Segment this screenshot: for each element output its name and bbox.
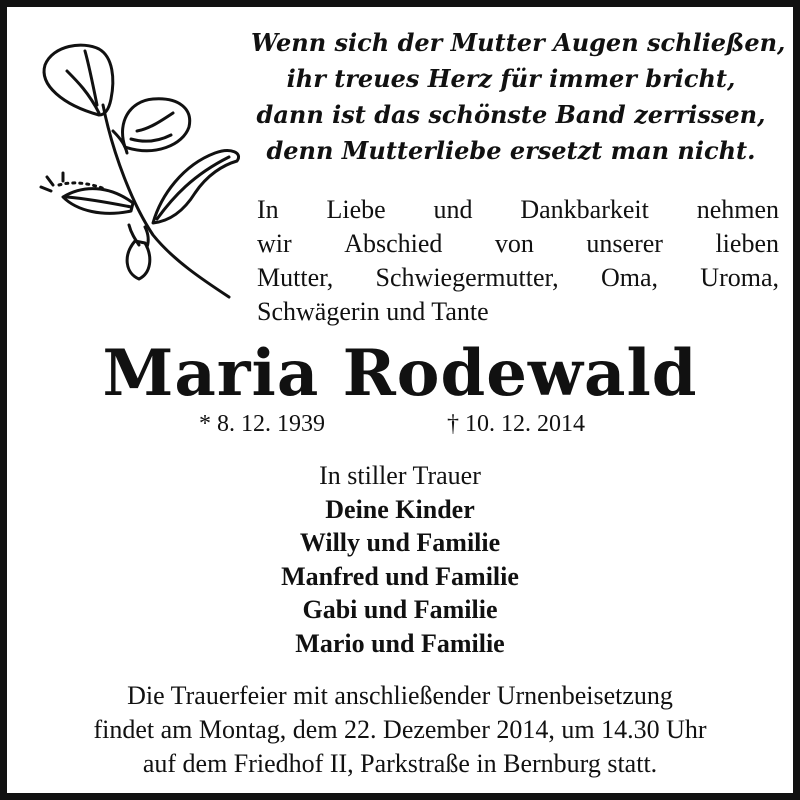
word: lieben [715, 229, 779, 258]
poem-line: denn Mutterliebe ersetzt man nicht. [266, 136, 756, 165]
word: Oma, [600, 263, 658, 292]
poem-line: ihr treues Herz für immer bricht, [286, 64, 736, 93]
word: Dankbarkeit [520, 195, 649, 224]
word: nehmen [696, 195, 779, 224]
mourner-name: Willy und Familie [299, 528, 501, 557]
mourner-name: Gabi und Familie [302, 595, 498, 624]
deceased-name: Maria Rodewald [102, 336, 698, 411]
intro-line [257, 193, 779, 227]
poem-line: dann ist das schönste Band zerrissen, [256, 100, 766, 129]
word: Schwiegermutter, [375, 263, 559, 292]
funeral-line: Die Trauerfeier mit anschließender Urnenbeisetzung [127, 681, 673, 710]
mourners-heading: In stiller Trauer [319, 461, 481, 490]
word: von [494, 229, 534, 258]
word: unserer [586, 229, 663, 258]
mourner-name: Mario und Familie [295, 628, 505, 658]
intro-line [257, 227, 779, 261]
poem-line: Wenn sich der Mutter Augen schließen, [251, 28, 786, 57]
birth-date: * 8. 12. 1939 [199, 411, 325, 437]
word: wir [257, 229, 292, 258]
word: Liebe [326, 195, 386, 224]
poem [251, 25, 786, 169]
funeral-announcement [7, 679, 793, 781]
funeral-line: findet am Montag, dem 22. Dezember 2014, um 14.30 Uhr [93, 715, 707, 744]
word: Uroma, [700, 263, 779, 292]
mourners-block [7, 459, 793, 660]
calla-lily-icon [33, 35, 249, 305]
death-date: † 10. 12. 2014 [447, 411, 585, 437]
word: und [433, 195, 473, 224]
intro-line: Schwägerin und Tante [257, 297, 489, 326]
word: Abschied [344, 229, 443, 258]
mourner-name: Deine Kinder [325, 494, 475, 524]
intro-text [257, 193, 779, 329]
word: Mutter, [257, 263, 334, 292]
intro-line [257, 261, 779, 295]
word: In [257, 195, 279, 224]
mourner-name: Manfred und Familie [281, 561, 519, 591]
funeral-line: auf dem Friedhof II, Parkstraße in Bernburg statt. [142, 749, 658, 778]
